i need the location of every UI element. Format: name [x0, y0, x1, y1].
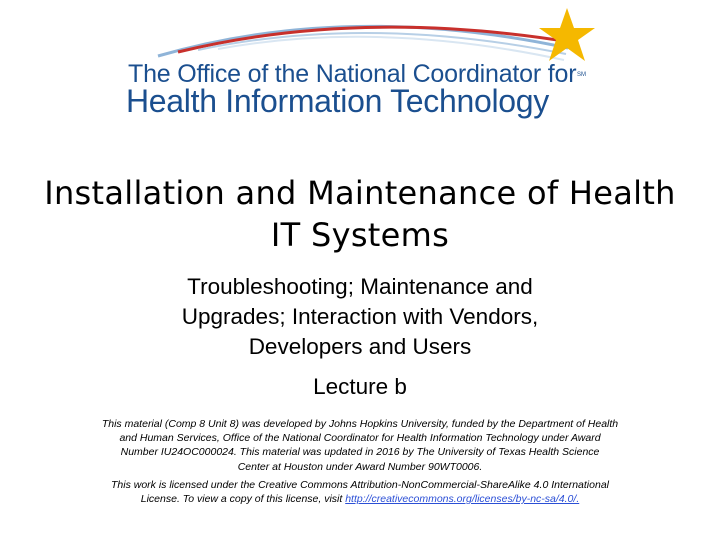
- slide-title-line: Installation and Maintenance of Health: [44, 174, 676, 212]
- onc-logo: [118, 6, 598, 124]
- funding-line: This material (Comp 8 Unit 8) was developed by Johns Hopkins University, funded by the Department of Health: [101, 418, 619, 430]
- slide-subtitle: [0, 272, 720, 362]
- license-line: [50, 492, 670, 506]
- slide-title: [0, 172, 720, 256]
- logo-text-office: The Office of the National Coordinator for: [128, 60, 577, 88]
- slide-subtitle-line: Developers and Users: [248, 334, 472, 359]
- logo-text-hit: Health Information Technology: [126, 83, 549, 119]
- license-line: This work is licensed under the Creative Commons Attribution-NonCommercial-ShareAlike 4.0 International: [111, 479, 609, 491]
- funding-line: Center at Houston under Award Number 90WT0006.: [237, 460, 483, 473]
- lecture-label: Lecture b: [313, 374, 407, 399]
- funding-line: and Human Services, Office of the National Coordinator for Health Information Technology under Award: [119, 432, 601, 445]
- license-link[interactable]: http://creativecommons.org/licenses/by-nc-sa/4.0/.: [345, 493, 580, 506]
- license-notice: [50, 478, 670, 506]
- funding-notice: [50, 417, 670, 474]
- service-mark: SM: [577, 72, 586, 78]
- slide-title-line: IT Systems: [270, 216, 450, 254]
- funding-line: Number IU24OC000024. This material was updated in 2016 by The University of Texas Health Science: [120, 446, 600, 459]
- license-line-prefix: License. To view a copy of this license, visit: [140, 493, 346, 506]
- slide-subtitle-line: Upgrades; Interaction with Vendors,: [181, 304, 539, 329]
- slide-subtitle-line: Troubleshooting; Maintenance and: [187, 274, 533, 299]
